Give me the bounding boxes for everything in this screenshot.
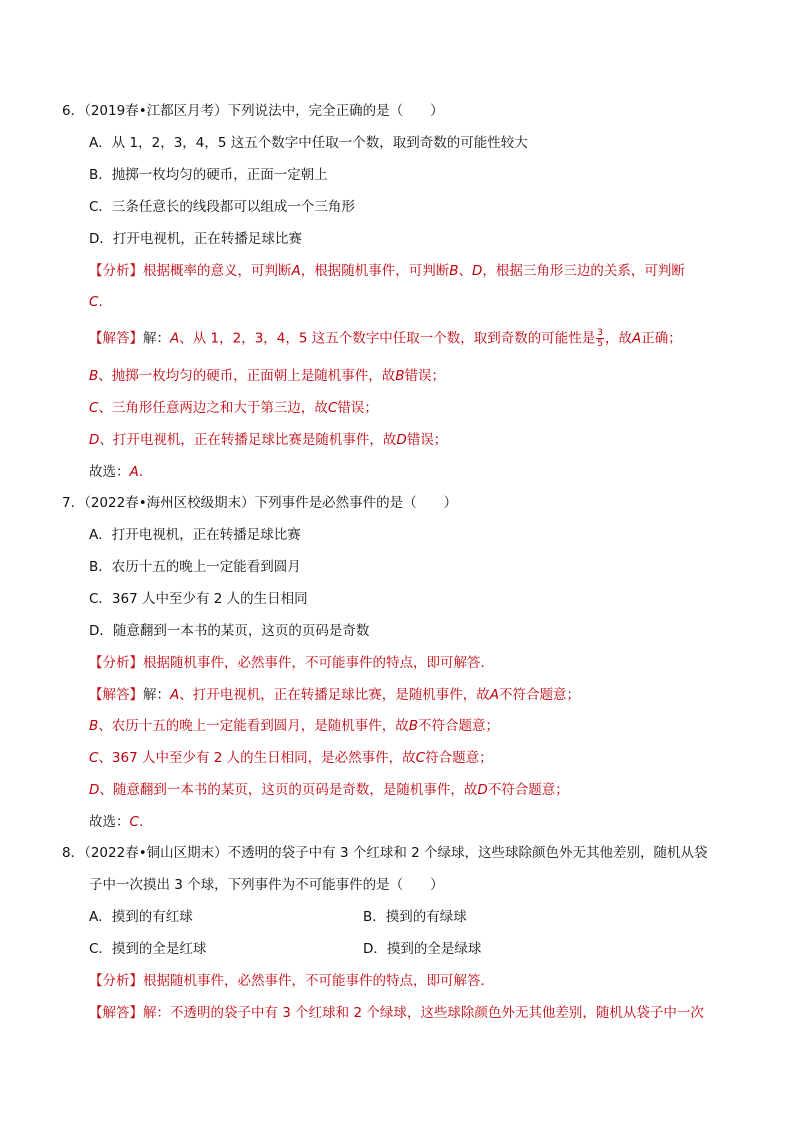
q8-option-c: C．摸到的全是红球 [89, 941, 207, 957]
answer-text: 错误； [404, 368, 446, 384]
math-letter: B [89, 368, 99, 384]
q6-final-choice [89, 462, 143, 482]
math-letter: A [291, 263, 301, 279]
answer-text: 正确； [641, 330, 682, 347]
answer-text: 、抛掷一枚均匀的硬币，正面朝上是随机事件，故 [98, 368, 396, 384]
answer-prefix: 解： [143, 330, 170, 347]
q6-option-b: B．抛掷一枚均匀的硬币，正面一定朝上 [89, 167, 328, 183]
math-letter: C [89, 750, 99, 766]
q6-answer-line-4 [89, 430, 447, 450]
choice-letter: C [129, 814, 139, 830]
answer-text: 解：不透明的袋子中有 3 个红球和 2 个绿球，这些球除颜色外无其他差别，随机从袋子中一次 [143, 1005, 704, 1021]
answer-text: 错误； [337, 400, 378, 416]
choice-prefix: 故选： [89, 464, 130, 480]
analysis-tag: 【分析】 [89, 655, 143, 671]
fraction [596, 328, 604, 349]
answer-tag: 【解答】 [89, 330, 143, 347]
math-letter: D [472, 263, 483, 279]
q7-option-c: C．367 人中至少有 2 人的生日相同 [89, 591, 308, 607]
q7-stem: 7．（2022春•海州区校级期末）下列事件是必然事件的是（ ） [62, 495, 458, 511]
choice-prefix: 故选： [89, 814, 130, 830]
analysis-text: ，根据随机事件，可判断 [300, 263, 450, 279]
math-letter: D [396, 432, 407, 448]
math-letter: A [170, 330, 180, 347]
q8-answer-line-1 [89, 1003, 704, 1023]
period: . [98, 294, 103, 310]
math-letter: B [395, 368, 405, 384]
q6-option-a: A．从 1，2，3，4，5 这五个数字中任取一个数，取到奇数的可能性较大 [89, 135, 528, 151]
analysis-tag: 【分析】 [89, 263, 143, 279]
answer-text: 、随意翻到一本书的某页，这页的页码是奇数，是随机事件，故 [99, 782, 478, 798]
answer-text: 符合题意； [425, 750, 493, 766]
q6-stem: 6．（2019春•江都区月考）下列说法中，完全正确的是（ ） [62, 103, 444, 119]
math-letter: C [415, 750, 426, 766]
math-letter: C [89, 400, 99, 416]
answer-text: 、打开电视机，正在转播足球比赛，是随机事件，故 [179, 687, 490, 703]
q7-answer-line-3 [89, 748, 493, 768]
math-letter: A [489, 687, 499, 703]
math-letter: A [170, 687, 180, 703]
q8-option-a: A．摸到的有红球 [89, 909, 193, 925]
answer-text: 、打开电视机，正在转播足球比赛是随机事件，故 [99, 432, 397, 448]
answer-text: 不符合题意； [418, 718, 500, 734]
math-letter: B [89, 718, 99, 734]
q7-analysis [89, 653, 494, 673]
analysis-text: 根据随机事件，必然事件，不可能事件的特点，即可解答． [143, 655, 494, 671]
math-letter: B [449, 263, 459, 279]
math-letter: D [89, 782, 100, 798]
answer-tag: 【解答】 [89, 1005, 143, 1021]
period: . [138, 814, 144, 830]
math-letter: D [477, 782, 488, 798]
q7-answer-line-2 [89, 716, 499, 736]
q7-answer-line-4 [89, 780, 569, 800]
answer-text: 错误； [406, 432, 448, 448]
analysis-text: ，根据三角形三边的关系，可判断 [482, 263, 685, 279]
q6-option-c: C．三条任意长的线段都可以组成一个三角形 [89, 199, 355, 215]
q8-option-b: B．摸到的有绿球 [363, 909, 467, 925]
separator: 、 [458, 263, 473, 279]
math-letter: C [89, 294, 99, 310]
fraction-numerator: 3 [597, 328, 604, 338]
answer-text: 、从 1，2，3，4，5 这五个数字中任取一个数，取到奇数的可能性是 [179, 330, 596, 347]
choice-letter: A [129, 464, 139, 480]
answer-tag: 【解答】 [89, 687, 143, 703]
q8-stem-line-2: 子中一次摸出 3 个球，下列事件为不可能事件的是（ ） [89, 877, 444, 893]
answer-text: 、农历十五的晚上一定能看到圆月，是随机事件，故 [98, 718, 409, 734]
q6-answer-line-3 [89, 398, 378, 418]
q6-analysis-cont [89, 292, 103, 312]
q8-stem-line-1: 8．（2022春•铜山区期末）不透明的袋子中有 3 个红球和 2 个绿球，这些球除颜色外无其他差别，随机从袋 [62, 845, 708, 861]
q6-answer-line-2 [89, 366, 445, 386]
q7-option-b: B．农历十五的晚上一定能看到圆月 [89, 559, 301, 575]
q7-option-a: A．打开电视机，正在转播足球比赛 [89, 527, 301, 543]
q8-option-d: D．摸到的全是绿球 [363, 941, 482, 957]
q6-option-d: D．打开电视机，正在转播足球比赛 [89, 231, 302, 247]
period: . [138, 464, 144, 480]
math-letter: D [89, 432, 100, 448]
q6-analysis [89, 261, 685, 281]
analysis-text: 根据随机事件，必然事件，不可能事件的特点，即可解答． [143, 973, 494, 989]
math-letter: A [632, 330, 642, 347]
q7-answer-line-1 [89, 685, 580, 705]
fraction-denominator: 5 [597, 339, 604, 349]
analysis-text: 根据概率的意义，可判断 [143, 263, 292, 279]
math-letter: B [408, 718, 419, 734]
answer-text: 、三角形任意两边之和大于第三边，故 [98, 400, 328, 416]
answer-text: 、367 人中至少有 2 人的生日相同，是必然事件，故 [98, 750, 416, 766]
q8-analysis [89, 971, 494, 991]
answer-text: 不符合题意； [499, 687, 580, 703]
math-letter: C [327, 400, 338, 416]
q6-answer-line-1 [89, 328, 682, 349]
analysis-tag: 【分析】 [89, 973, 143, 989]
q7-option-d: D．随意翻到一本书的某页，这页的页码是奇数 [89, 623, 370, 639]
answer-prefix: 解： [143, 687, 170, 703]
q7-final-choice [89, 812, 143, 832]
answer-text: ，故 [605, 330, 633, 347]
answer-text: 不符合题意； [487, 782, 569, 798]
